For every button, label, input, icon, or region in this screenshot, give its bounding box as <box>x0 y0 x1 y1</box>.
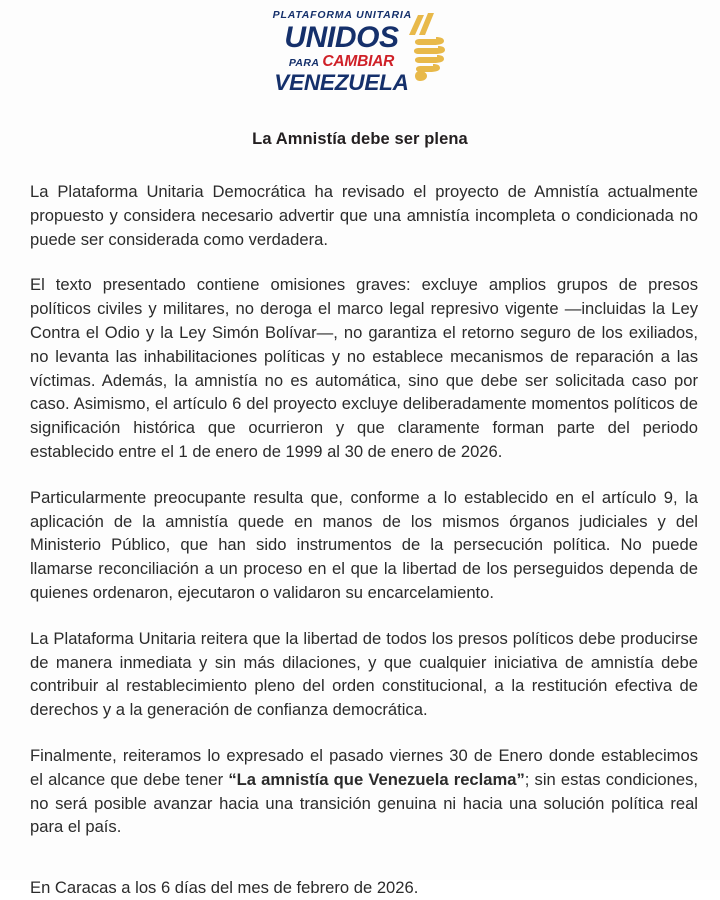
paragraph-1: La Plataforma Unitaria Democrática ha revisado el proyecto de Amnistía actualmente propuesto y considera necesario advertir que una amnistía incompleta o condicionada no puede ser considerada como verdadera. <box>30 182 698 249</box>
logo-line-plataforma-unitaria: PLATAFORMA UNITARIA <box>272 10 413 21</box>
paragraph-3: Particularmente preocupante resulta que, conforme a lo establecido en el artículo 9, la aplicación de la amnistía quede en manos de los mismos órganos judiciales y del Ministerio Público, que han sido instrumentos de la persecución política. No puede llamarse reconciliación a un proceso en el que la libertad de los perseguidos dependa de quienes ordenaron, ejecutaron o validaron su encarcelamiento. <box>30 487 698 602</box>
logo-header <box>0 0 720 96</box>
paragraph-4: La Plataforma Unitaria reitera que la libertad de todos los presos políticos debe producirse de manera inmediata y sin más dilaciones, y que cualquier iniciativa de amnistía debe contribuir al restablecimiento pleno del orden constitucional, a la restitución efectiva de derechos y a la generación de confianza democrática. <box>30 628 698 720</box>
logo-line-unidos: UNIDOS <box>284 21 399 55</box>
logo-line-para-cambiar <box>274 54 409 70</box>
paragraph-5 <box>30 744 698 839</box>
hand-flag-mark-icon <box>406 13 446 85</box>
final-paragraph-after: ; sin estas condiciones, no será posible avanzar hacia una transición genuina ni hacia una solución política real para el país. <box>30 769 698 837</box>
logo-word-para: PARA <box>288 57 320 70</box>
final-paragraph-quote: “La amnistía que Venezuela reclama” <box>228 769 525 789</box>
closing-date-line: En Caracas a los 6 días del mes de febrero de 2026. <box>30 878 419 898</box>
plataforma-unitaria-logo <box>272 10 446 96</box>
document-body <box>0 180 720 900</box>
logo-word-cambiar: CAMBIAR <box>322 53 395 71</box>
logo-wordmark <box>272 10 413 96</box>
page-title: La Amnistía debe ser plena <box>252 130 468 148</box>
logo-line-venezuela: VENEZUELA <box>274 70 409 96</box>
paragraph-2: El texto presentado contiene omisiones graves: excluye amplios grupos de presos políticos civiles y militares, no deroga el marco legal represivo vigente —incluidas la Ley Contra el Odio y la Ley Simón Bolívar—, no garantiza el retorno seguro de los exiliados, no levanta las inhabilitaciones políticas y no establece mecanismos de reparación a las víctimas. Además, la amnistía no es automática, sino que debe ser solicitada caso por caso. Asimismo, el artículo 6 del proyecto excluye deliberadamente momentos políticos de significación histórica que ocurrieron y que claramente forman parte del periodo establecido entre el 1 de enero de 1999 al 30 de enero de 2026. <box>30 275 698 461</box>
final-paragraph-before: Finalmente, reiteramos lo expresado el pasado viernes 30 de Enero donde establecimos el alcance que debe tener <box>30 745 698 789</box>
